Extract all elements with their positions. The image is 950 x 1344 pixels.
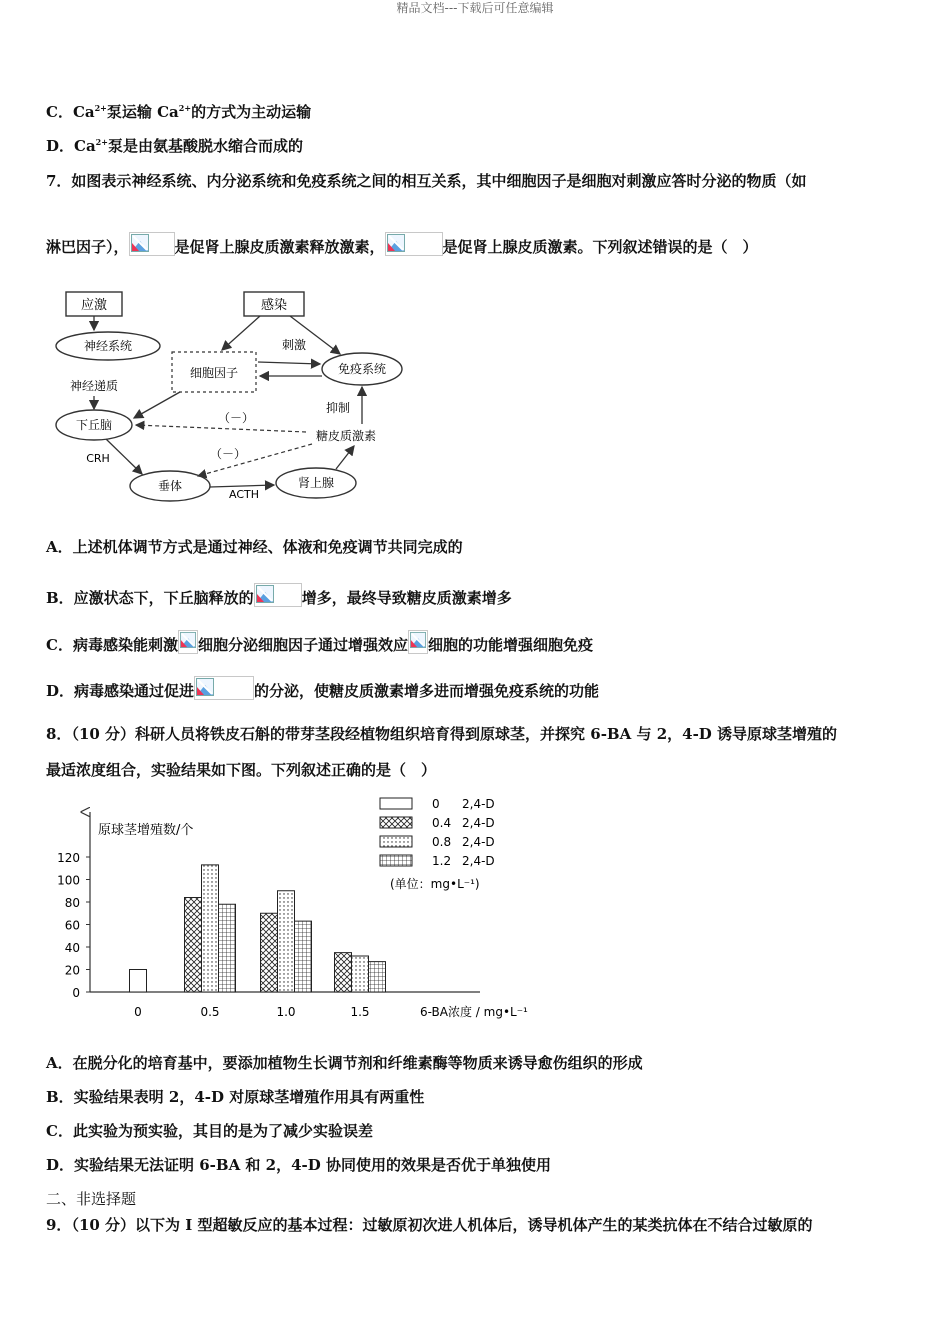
q6-c-sup2: 2+ xyxy=(178,103,192,113)
q8-option-a: A．在脱分化的培育基中，要添加植物生长调节剂和纤维素酶等物质来诱导愈伤组织的形成 xyxy=(46,1054,643,1072)
q6-c-text3: 的方式为主动运输 xyxy=(191,103,312,121)
label-inhibit: 抑制 xyxy=(325,401,351,415)
bar-chart xyxy=(50,788,550,1028)
legend-suffix: 2,4-D xyxy=(462,816,495,830)
q8-stem-line2: 最适浓度组合，实验结果如下图。下列叙述正确的是（ ） xyxy=(46,761,437,779)
legend-swatch xyxy=(380,817,412,828)
node-infection: 感染 xyxy=(260,298,288,313)
q6-c-text1: C．Ca xyxy=(46,103,95,121)
broken-image-icon xyxy=(254,583,302,607)
x-tick-label: 1.5 xyxy=(350,1005,370,1019)
broken-image-icon xyxy=(129,232,175,256)
q7-option-d xyxy=(46,676,599,701)
q7-stem2-a: 淋巴因子）， xyxy=(46,238,129,256)
q7-stem2-c: 是促肾上腺皮质激素。下列叙述错误的是（ ） xyxy=(442,238,758,256)
q6-d-text2: 泵是由氨基酸脱水缩合而成的 xyxy=(107,137,303,155)
q6-c-sup1: 2+ xyxy=(94,103,107,113)
bar xyxy=(369,962,386,992)
q7-c-text3: 细胞的功能增强细胞免疫 xyxy=(427,636,593,654)
legend-swatch xyxy=(380,798,412,809)
broken-image-icon xyxy=(178,630,198,654)
q8-option-d: D．实验结果无法证明 6-BA 和 2，4-D 协同使用的效果是否优于单独使用 xyxy=(46,1156,551,1174)
legend-unit: (单位：mg•L⁻¹) xyxy=(390,877,480,891)
q6-option-d xyxy=(46,136,303,156)
q7-c-text1: C．病毒感染能刺激 xyxy=(46,636,178,654)
y-axis-label: 原球茎增殖数/个 xyxy=(98,823,194,838)
node-hypothalamus: 下丘脑 xyxy=(75,418,113,432)
label-crh: CRH xyxy=(86,452,110,465)
x-tick-label: 0 xyxy=(134,1005,142,1019)
legend-label: 0.4 xyxy=(432,816,452,830)
y-tick-label: 80 xyxy=(64,896,80,910)
q7-option-a: A．上述机体调节方式是通过神经、体液和免疫调节共同完成的 xyxy=(46,538,463,556)
x-tick-label: 0.5 xyxy=(200,1005,220,1019)
q7-c-text2: 细胞分泌细胞因子通过增强效应 xyxy=(197,636,408,654)
y-tick-label: 120 xyxy=(57,851,80,865)
q7-d-text2: 的分泌，使糖皮质激素增多进而增强免疫系统的功能 xyxy=(254,682,600,700)
label-acth: ACTH xyxy=(228,488,260,501)
q6-c-text2: 泵运输 Ca xyxy=(106,103,179,121)
legend-swatch xyxy=(380,836,412,847)
q7-d-text1: D．病毒感染通过促进 xyxy=(46,682,195,700)
q8-stem1-text: 科研人员将铁皮石斛的带芽茎段经植物组织培育得到原球茎，并探究 6-BA 与 2，4-D 诱导原球茎增殖的 xyxy=(135,725,838,743)
q8-number: 8． xyxy=(46,725,72,743)
node-immune: 免疫系统 xyxy=(337,362,387,376)
y-tick-label: 100 xyxy=(57,873,80,888)
x-tick-label: 1.0 xyxy=(276,1005,296,1019)
bar xyxy=(261,913,278,992)
q7-stem-line1: 7．如图表示神经系统、内分泌系统和免疫系统之间的相互关系，其中细胞因子是细胞对刺激应答时分泌的物质（如 xyxy=(46,172,807,190)
legend-suffix: 2,4-D xyxy=(462,854,495,868)
q7-option-b xyxy=(46,583,512,608)
bar xyxy=(278,891,295,992)
node-cytokine: 细胞因子 xyxy=(189,366,239,380)
bar xyxy=(202,865,219,992)
q8-option-c: C．此实验为预实验，其目的是为了减少实验误差 xyxy=(46,1122,373,1140)
q8-score: （10 分） xyxy=(71,725,136,743)
q7-b-text2: 增多，最终导致糖皮质激素增多 xyxy=(301,589,512,607)
node-stress: 应激 xyxy=(80,298,108,313)
page-header: 精品文档---下载后可任意编辑 xyxy=(396,1,554,15)
q7-b-text1: B．应激状态下，下丘脑释放的 xyxy=(46,589,254,607)
q9-score: （10 分） xyxy=(71,1216,136,1234)
bar xyxy=(335,953,352,992)
y-tick-label: 60 xyxy=(64,918,80,933)
broken-image-icon xyxy=(385,232,443,256)
legend-label: 0.8 xyxy=(432,835,452,849)
section-title: 二、非选择题 xyxy=(46,1190,137,1208)
node-nervous: 神经系统 xyxy=(83,339,133,353)
node-pituitary: 垂体 xyxy=(157,479,183,493)
label-minus-1: （－） xyxy=(217,411,255,425)
legend-suffix: 2,4-D xyxy=(462,797,495,811)
legend-suffix: 2,4-D xyxy=(462,835,495,849)
bar xyxy=(219,904,236,992)
q7-stem2-b: 是促肾上腺皮质激素释放激素， xyxy=(174,238,385,256)
label-stimulate: 刺激 xyxy=(281,338,307,352)
q9-stem-line1 xyxy=(46,1215,813,1235)
broken-image-icon xyxy=(408,630,428,654)
y-tick-label: 40 xyxy=(64,941,80,955)
bar xyxy=(352,956,369,992)
bar xyxy=(185,898,202,993)
bar xyxy=(130,970,147,993)
x-axis-label: 6-BA浓度 / mg•L⁻¹ xyxy=(420,1005,528,1019)
q8-option-b: B．实验结果表明 2，4-D 对原球茎增殖作用具有两重性 xyxy=(46,1088,425,1106)
regulation-diagram xyxy=(50,284,410,506)
legend-label: 1.2 xyxy=(432,854,452,868)
label-neurotransmitter: 神经递质 xyxy=(69,379,119,393)
q6-d-sup: 2+ xyxy=(95,137,108,147)
broken-image-icon xyxy=(194,676,254,700)
node-adrenal: 肾上腺 xyxy=(297,476,335,490)
q7-option-c xyxy=(46,630,593,655)
q6-option-c xyxy=(46,102,311,122)
q6-d-text1: D．Ca xyxy=(46,137,96,155)
q9-number: 9． xyxy=(46,1216,72,1234)
legend-swatch xyxy=(380,855,412,866)
bar xyxy=(295,921,312,992)
y-tick-label: 20 xyxy=(64,963,80,978)
label-minus-2: （－） xyxy=(209,447,247,461)
q8-stem-line1 xyxy=(46,724,837,744)
q7-stem-line2 xyxy=(46,232,758,257)
y-tick-label: 0 xyxy=(72,986,80,1000)
legend-label: 0 xyxy=(432,797,440,811)
q9-stem-text: 以下为 I 型超敏反应的基本过程：过敏原初次进人机体后，诱导机体产生的某类抗体在不结合过敏原的 xyxy=(135,1216,813,1234)
node-glucocorticoid: 糖皮质激素 xyxy=(315,429,377,443)
